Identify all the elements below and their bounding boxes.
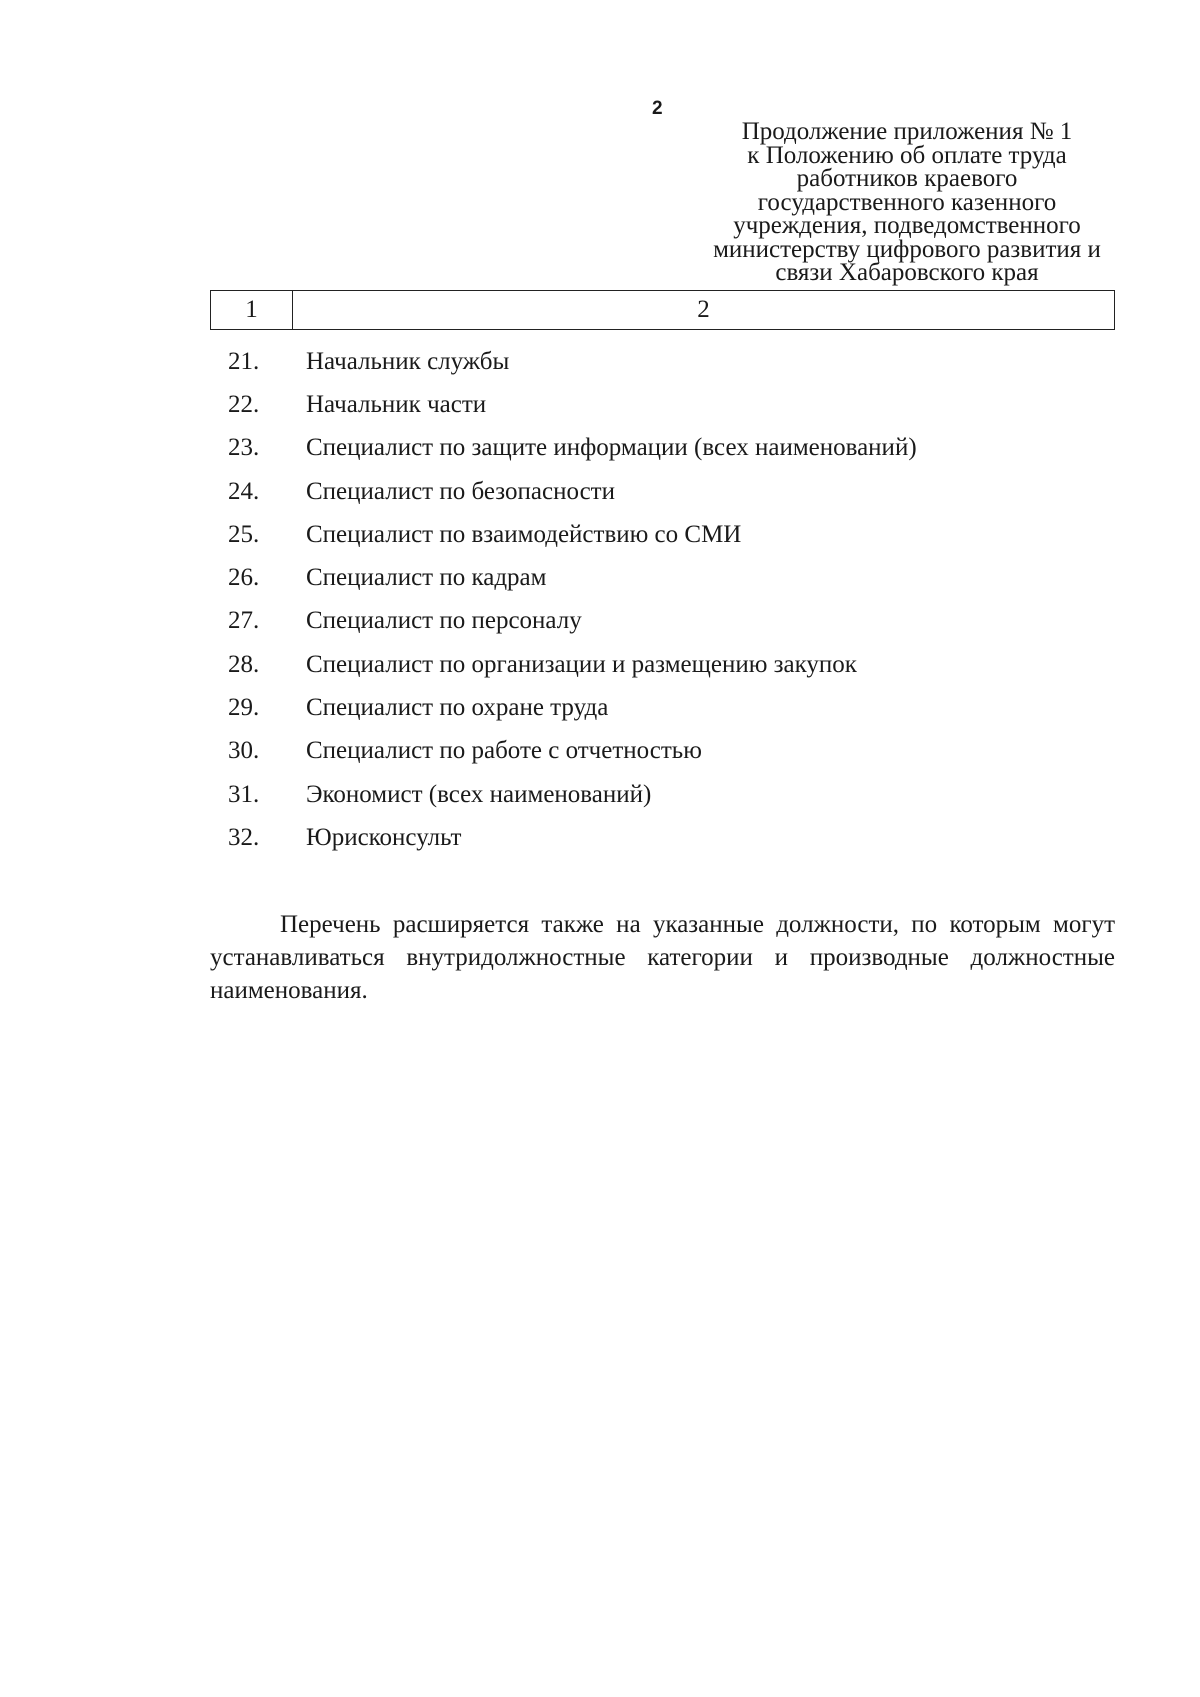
list-item [228,470,917,513]
item-text: Специалист по взаимодействию со СМИ [306,520,742,548]
item-text: Специалист по кадрам [306,564,547,592]
column-header-table [210,290,1115,330]
appendix-header [672,120,1142,285]
item-number: 26. [228,564,260,592]
list-item [228,686,917,729]
item-number: 31. [228,780,260,808]
positions-list [228,340,917,860]
column-header-1: 1 [211,291,293,329]
list-item [228,816,917,859]
item-number: 32. [228,823,260,851]
item-text: Юрисконсульт [306,823,462,851]
item-number: 24. [228,477,260,505]
item-number: 22. [228,390,260,418]
header-line: связи Хабаровского края [775,259,1039,286]
list-item [228,427,917,470]
closing-paragraph: Перечень расширяется также на указанные должности, по которым могут устанавливаться внутридолжностные категории и производные должностные наименования. [210,911,1115,1004]
item-text: Специалист по организации и размещению закупок [306,650,857,678]
item-text: Начальник части [306,390,487,418]
list-item [228,513,917,556]
list-item [228,730,917,773]
item-number: 28. [228,650,260,678]
header-line: Продолжение приложения № 1 [741,118,1073,145]
list-item [228,556,917,599]
header-line: работников краевого [796,165,1018,192]
list-item [228,383,917,426]
header-line: государственного казенного [757,188,1057,216]
item-text: Специалист по работе с отчетностью [306,737,702,765]
item-text: Специалист по безопасности [306,477,615,505]
item-number: 30. [228,737,260,765]
item-text: Специалист по персоналу [306,607,582,635]
list-item [228,600,917,643]
item-number: 21. [228,347,260,375]
item-text: Экономист (всех наименований) [306,780,652,808]
list-item [228,643,917,686]
item-number: 25. [228,520,260,548]
list-item [228,340,917,383]
column-header-2: 2 [697,296,710,323]
item-number: 29. [228,694,260,722]
item-text: Специалист по охране труда [306,694,609,722]
item-text: Специалист по защите информации (всех наименований) [306,434,917,462]
header-line: к Положению об оплате труда [747,141,1067,169]
item-text: Начальник службы [306,347,510,375]
header-line: учреждения, подведомственного [733,212,1081,239]
item-number: 27. [228,607,260,635]
header-line: министерству цифрового развития и [713,235,1101,263]
list-item [228,773,917,816]
item-number: 23. [228,434,260,462]
page-number: 2 [652,98,663,119]
